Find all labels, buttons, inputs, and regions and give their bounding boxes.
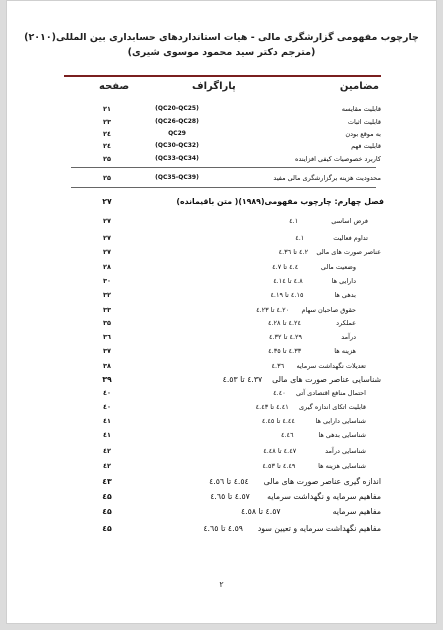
toc-entry-paragraph: (QC26-QC28) — [155, 118, 199, 125]
toc-entry-title: مفاهیم نگهداشت سرمایه و تعیین سود ٤.٥٩ تا ٤.٦٥ — [203, 524, 381, 533]
toc-row — [7, 507, 436, 519]
toc-entry-page: ۲۷ — [103, 248, 111, 256]
toc-row — [7, 118, 436, 130]
toc-entry-title: کاربرد خصوصیات کیفی افزاینده — [295, 155, 381, 163]
toc-row — [7, 477, 436, 489]
toc-row — [7, 431, 436, 443]
toc-row — [7, 462, 436, 474]
toc-entry-title: احتمال منافع اقتصادی آتی ٤.٤٠ — [273, 389, 366, 397]
toc-entry-page: ٤۲ — [103, 462, 111, 470]
toc-entry-title: تعدیلات نگهداشت سرمایه ٤.٣٦ — [271, 362, 366, 370]
toc-row — [7, 234, 436, 246]
toc-row — [7, 197, 436, 209]
toc-entry-title: عناصر صورت های مالی ٤.٢ تا ٤.٣٦ — [278, 248, 381, 256]
document-page — [6, 0, 437, 624]
toc-row — [7, 174, 436, 186]
toc-entry-title: دارایی ها ٤.٨ تا ٤.١٤ — [273, 277, 356, 285]
toc-entry-page: ۲۷ — [103, 217, 111, 225]
toc-entry-title: قابلیت اثبات — [347, 118, 381, 126]
toc-row — [7, 155, 436, 167]
toc-row — [7, 417, 436, 429]
toc-row — [7, 447, 436, 459]
toc-entry-title: قابلیت فهم — [351, 142, 381, 150]
toc-entry-title: مفاهیم سرمایه و نگهداشت سرمایه ٤.٥٧ تا ٤.٦٥ — [210, 492, 381, 501]
toc-entry-page: ۲٤ — [103, 142, 111, 150]
toc-entry-title: بدهی ها ٤.١٥ تا ٤.١٩ — [270, 291, 356, 299]
toc-entry-page: ٤۵ — [102, 492, 112, 501]
toc-entry-page: ۲۵ — [103, 155, 111, 163]
column-header-contents: مضامین — [339, 81, 379, 92]
toc-row — [7, 248, 436, 260]
toc-row — [7, 492, 436, 504]
toc-entry-title: تداوم فعالیت ٤.١ — [295, 234, 368, 242]
title-divider — [64, 75, 381, 77]
toc-row — [7, 403, 436, 415]
toc-entry-page: ۳۹ — [102, 375, 112, 384]
toc-entry-title: شناسایی درآمد ٤.٤٧ تا ٤.٤٨ — [263, 447, 366, 455]
toc-entry-page: ۳۲ — [103, 291, 111, 299]
toc-row — [7, 263, 436, 275]
toc-entry-title: فصل چهارم: چارچوب مفهومی(۱۹۸۹)( متن باقیمانده) — [176, 197, 384, 206]
toc-row — [7, 142, 436, 154]
toc-row — [7, 319, 436, 331]
toc-entry-page: ۳۷ — [103, 347, 111, 355]
toc-row — [7, 217, 436, 229]
toc-entry-paragraph: QC29 — [168, 130, 186, 137]
toc-entry-page: ٤۲ — [103, 447, 111, 455]
toc-entry-page: ۳۰ — [103, 277, 111, 285]
toc-entry-page: ٤۳ — [102, 477, 112, 486]
toc-entry-title: وضعیت مالی ٤.٤ تا ٤.٧ — [272, 263, 356, 271]
toc-entry-title: شناسایی بدهی ها ٤.٤٦ — [281, 431, 366, 439]
toc-entry-title: محدودیت هزینه برگزارشگری مالی مفید — [273, 174, 381, 182]
toc-row — [7, 347, 436, 359]
toc-entry-title: شناسایی هزینه ها ٤.٤٩ تا ٤.٥٣ — [262, 462, 366, 470]
toc-entry-page: ۲۱ — [103, 105, 111, 113]
toc-entry-paragraph: (QC20-QC25) — [155, 105, 199, 112]
toc-entry-title: عملکرد ٤.٢٤ تا ٤.٢٨ — [268, 319, 356, 327]
toc-entry-title: قابلیت اتکای اندازه گیری ٤.٤١ تا ٤.٤٣ — [255, 403, 366, 411]
toc-entry-page: ٤١ — [103, 417, 111, 425]
toc-entry-title: به موقع بودن — [345, 130, 381, 138]
toc-entry-page: ۳۵ — [103, 319, 111, 327]
toc-row — [7, 105, 436, 117]
toc-entry-page: ۲۸ — [103, 263, 111, 271]
toc-entry-page: ٤٠ — [103, 403, 111, 411]
toc-entry-page: ۳۸ — [103, 362, 111, 370]
toc-entry-paragraph: (QC35-QC39) — [155, 174, 199, 181]
toc-entry-page: ٤١ — [103, 431, 111, 439]
toc-row — [7, 524, 436, 536]
section-divider — [71, 167, 376, 168]
toc-entry-title: شناسایی عناصر صورت های مالی ٤.٣٧ تا ٤.٥٣ — [222, 375, 381, 384]
toc-entry-page: ٤۵ — [102, 524, 112, 533]
toc-entry-page: ٤۵ — [102, 507, 112, 516]
toc-entry-page: ۲۵ — [103, 174, 111, 182]
toc-entry-page: ۲۷ — [102, 197, 112, 206]
column-header-paragraph: پاراگراف — [192, 81, 236, 92]
toc-entry-title: اندازه گیری عناصر صورت های مالی ٤.٥٤ تا ٤.٥٦ — [209, 477, 381, 486]
toc-entry-page: ۲۷ — [103, 234, 111, 242]
toc-entry-title: فرض اساسی ٤.١ — [289, 217, 368, 225]
toc-entry-page: ۳۳ — [103, 306, 111, 314]
toc-entry-page: ۲۳ — [103, 118, 111, 126]
document-title: چارچوب مفهومی گزارشگری مالی - هیات استانداردهای حسابداری بین المللی(۲۰۱۰) — [24, 32, 419, 43]
toc-row — [7, 375, 436, 387]
toc-entry-paragraph: (QC30-QC32) — [155, 142, 199, 149]
toc-entry-page: ۳٦ — [103, 333, 111, 341]
toc-row — [7, 362, 436, 374]
toc-entry-title: هزینه ها ٤.٣٣ تا ٤.٣٥ — [268, 347, 356, 355]
toc-row — [7, 291, 436, 303]
toc-entry-title: حقوق صاحبان سهام ٤.٢٠ تا ٤.٢٣ — [256, 306, 356, 314]
toc-entry-paragraph: (QC33-QC34) — [155, 155, 199, 162]
section-divider — [71, 187, 376, 188]
toc-row — [7, 306, 436, 318]
toc-entry-page: ۲٤ — [103, 130, 111, 138]
toc-row — [7, 130, 436, 142]
toc-row — [7, 389, 436, 401]
toc-entry-title: قابلیت مقایسه — [341, 105, 381, 113]
page-number: ۲ — [219, 580, 224, 589]
document-subtitle: (مترجم دکتر سید محمود موسوی شیری) — [127, 47, 316, 58]
toc-row — [7, 333, 436, 345]
toc-entry-title: درآمد ٤.٢٩ تا ٤.٣٢ — [268, 333, 356, 341]
toc-entry-title: شناسایی دارایی ها ٤.٤٤ تا ٤.٤٥ — [261, 417, 366, 425]
toc-row — [7, 277, 436, 289]
column-header-page: صفحه — [99, 81, 130, 92]
toc-entry-page: ٤٠ — [103, 389, 111, 397]
toc-entry-title: مفاهیم سرمایه ٤.٥٧ تا ٤.٥٨ — [240, 507, 381, 516]
